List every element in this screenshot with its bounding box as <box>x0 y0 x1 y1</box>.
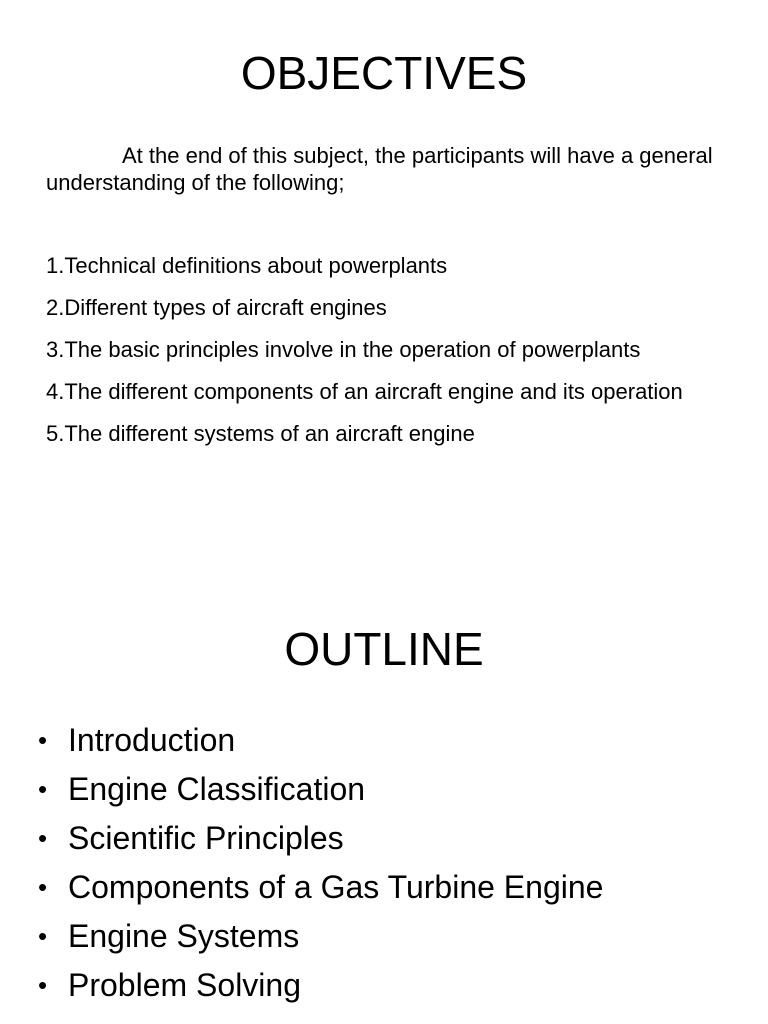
outline-item <box>38 863 603 912</box>
outline-title: OUTLINE <box>284 623 484 675</box>
objectives-title: OBJECTIVES <box>240 47 528 99</box>
outline-slide <box>0 590 768 1024</box>
outline-item <box>38 765 603 814</box>
bullet-icon: • <box>38 921 48 951</box>
outline-item <box>38 814 603 863</box>
outline-item-label: Engine Classification <box>68 771 366 807</box>
outline-item-label: Components of a Gas Turbine Engine <box>68 869 604 905</box>
outline-item-label: Scientific Principles <box>68 820 344 856</box>
outline-item <box>38 716 603 765</box>
bullet-icon: • <box>38 823 48 853</box>
outline-item-label: Introduction <box>68 722 236 758</box>
outline-item <box>38 912 603 961</box>
objective-item: 4.The different components of an aircraft engine and its operation <box>46 379 683 404</box>
objectives-list <box>46 252 736 462</box>
bullet-icon: • <box>38 970 48 1000</box>
bullet-icon: • <box>38 725 48 755</box>
outline-list <box>38 716 603 1010</box>
outline-item-label: Problem Solving <box>68 967 301 1003</box>
objective-item: 5.The different systems of an aircraft engine <box>46 421 475 446</box>
objective-item: 2.Different types of aircraft engines <box>46 295 387 320</box>
outline-item <box>38 961 603 1010</box>
objective-item: 3.The basic principles involve in the operation of powerplants <box>46 337 641 362</box>
bullet-icon: • <box>38 774 48 804</box>
bullet-icon: • <box>38 872 48 902</box>
objectives-intro: At the end of this subject, the participants will have a general understanding of the following; <box>46 143 713 195</box>
objective-item: 1.Technical definitions about powerplants <box>46 253 448 278</box>
outline-item-label: Engine Systems <box>68 918 300 954</box>
